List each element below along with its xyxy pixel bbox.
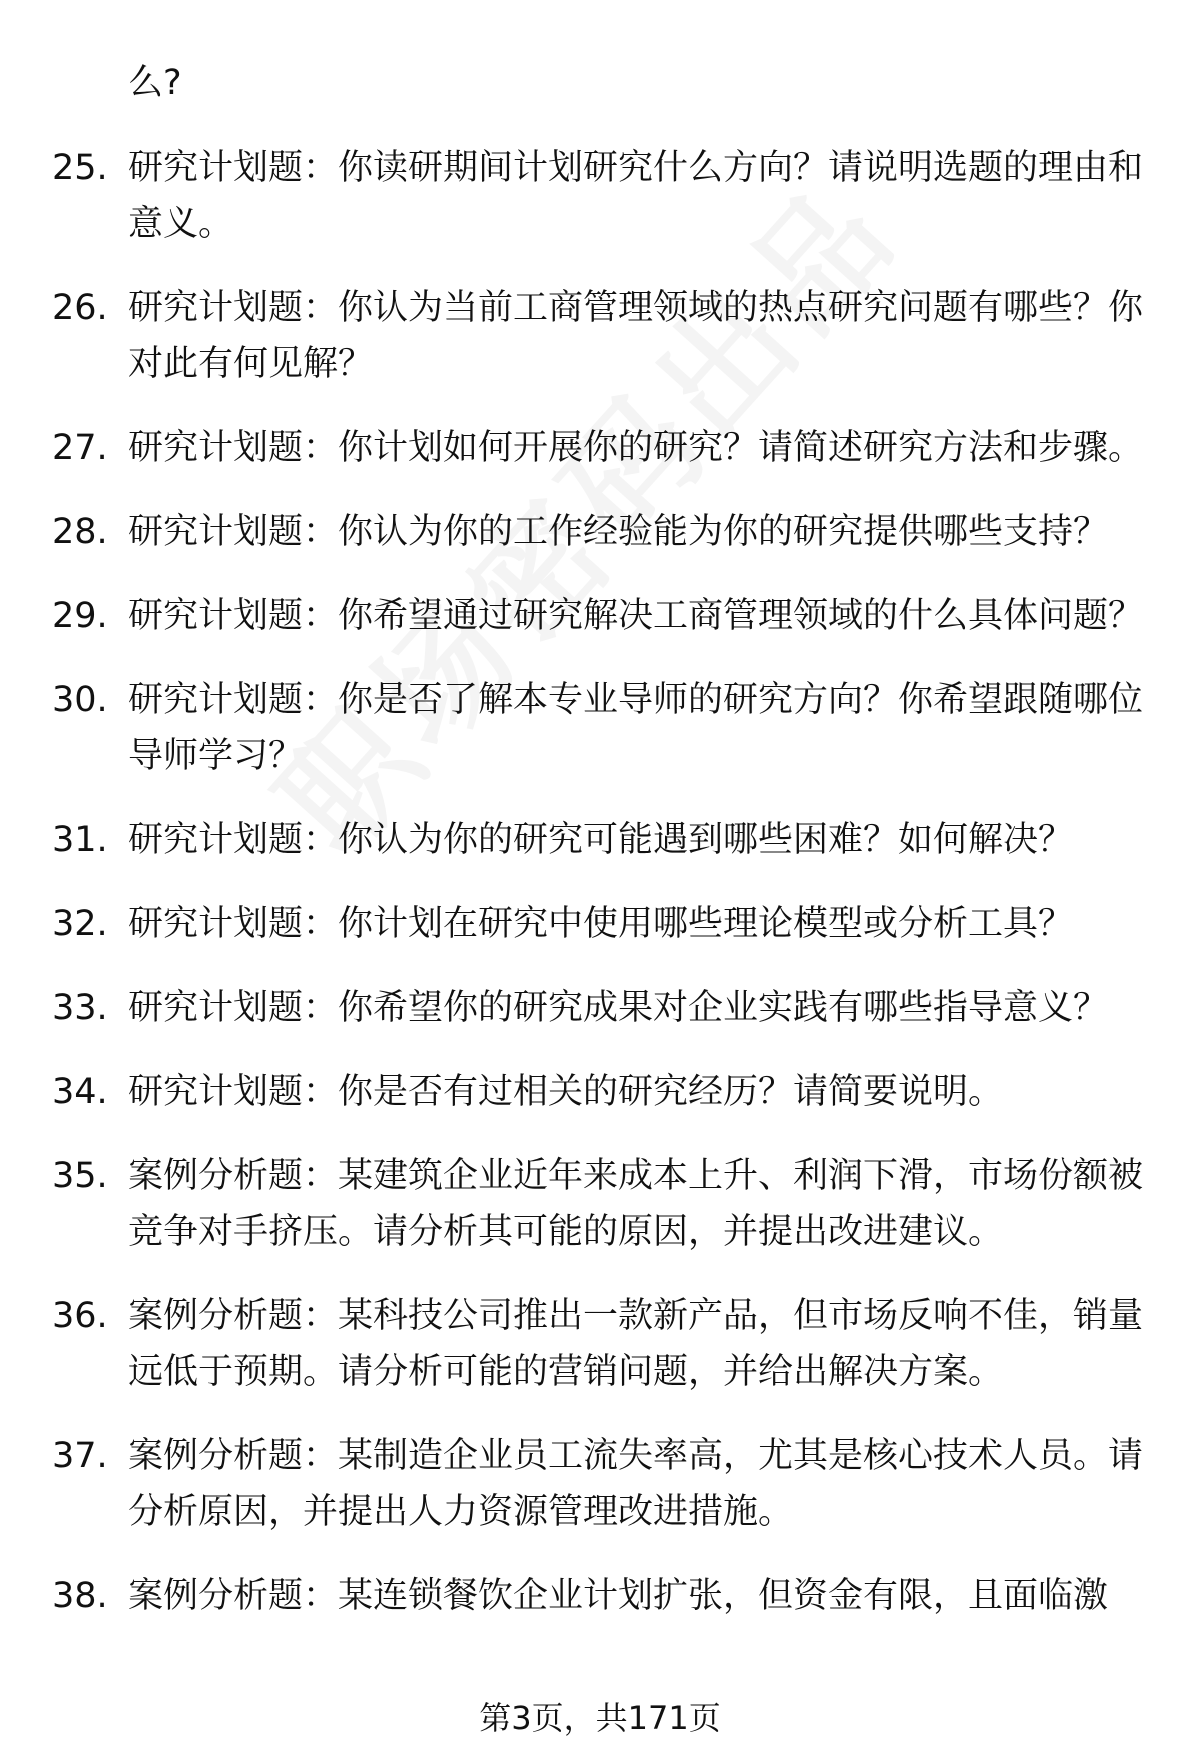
item-text: 研究计划题：你读研期间计划研究什么方向？请说明选题的理由和意义。 bbox=[128, 148, 1144, 244]
item-number: 33. bbox=[52, 988, 108, 1028]
list-item bbox=[52, 812, 1160, 868]
item-text: 研究计划题：你希望通过研究解决工商管理领域的什么具体问题？ bbox=[128, 596, 1144, 636]
list-item bbox=[52, 1064, 1160, 1120]
item-text: 研究计划题：你计划如何开展你的研究？请简述研究方法和步骤。 bbox=[128, 428, 1144, 468]
list-item bbox=[52, 504, 1160, 560]
list-item bbox=[52, 140, 1160, 252]
item-number: 30. bbox=[52, 680, 108, 720]
page-footer: 第3页，共171页 bbox=[479, 1699, 721, 1737]
item-text: 研究计划题：你是否了解本专业导师的研究方向？你希望跟随哪位导师学习？ bbox=[128, 680, 1144, 776]
list-item bbox=[52, 1568, 1160, 1624]
list-item bbox=[52, 896, 1160, 952]
item-text: 研究计划题：你希望你的研究成果对企业实践有哪些指导意义？ bbox=[128, 988, 1109, 1028]
question-list bbox=[52, 140, 1160, 1652]
item-number: 35. bbox=[52, 1156, 108, 1196]
item-number: 36. bbox=[52, 1296, 108, 1336]
item-number: 37. bbox=[52, 1436, 108, 1476]
list-item bbox=[52, 588, 1160, 644]
item-text: 案例分析题：某建筑企业近年来成本上升、利润下滑，市场份额被竞争对手挤压。请分析其可能的原因，并提出改进建议。 bbox=[128, 1156, 1144, 1252]
list-item bbox=[52, 980, 1160, 1036]
list-item bbox=[52, 672, 1160, 784]
item-text: 研究计划题：你认为你的工作经验能为你的研究提供哪些支持？ bbox=[128, 512, 1109, 552]
item-number: 34. bbox=[52, 1072, 108, 1112]
item-text: 案例分析题：某科技公司推出一款新产品，但市场反响不佳，销量远低于预期。请分析可能的营销问题，并给出解决方案。 bbox=[128, 1296, 1144, 1392]
item-text: 研究计划题：你认为你的研究可能遇到哪些困难？如何解决？ bbox=[128, 820, 1074, 860]
item-number: 29. bbox=[52, 596, 108, 636]
item-number: 32. bbox=[52, 904, 108, 944]
item-text: 案例分析题：某制造企业员工流失率高，尤其是核心技术人员。请分析原因，并提出人力资源管理改进措施。 bbox=[128, 1436, 1144, 1532]
list-item bbox=[52, 1428, 1160, 1540]
list-item bbox=[52, 1148, 1160, 1260]
item-number: 26. bbox=[52, 288, 108, 328]
list-item bbox=[52, 280, 1160, 392]
list-item bbox=[52, 1288, 1160, 1400]
list-item bbox=[52, 420, 1160, 476]
item-number: 31. bbox=[52, 820, 108, 860]
item-number: 38. bbox=[52, 1576, 108, 1616]
item-number: 27. bbox=[52, 428, 108, 468]
item-text: 研究计划题：你认为当前工商管理领域的热点研究问题有哪些？你对此有何见解？ bbox=[128, 288, 1144, 384]
item-text: 案例分析题：某连锁餐饮企业计划扩张，但资金有限，且面临激 bbox=[128, 1576, 1109, 1616]
item-text: 研究计划题：你是否有过相关的研究经历？请简要说明。 bbox=[128, 1072, 1004, 1112]
continued-text: 么? bbox=[128, 63, 182, 103]
item-number: 28. bbox=[52, 512, 108, 552]
item-text: 研究计划题：你计划在研究中使用哪些理论模型或分析工具？ bbox=[128, 904, 1074, 944]
item-number: 25. bbox=[52, 148, 108, 188]
